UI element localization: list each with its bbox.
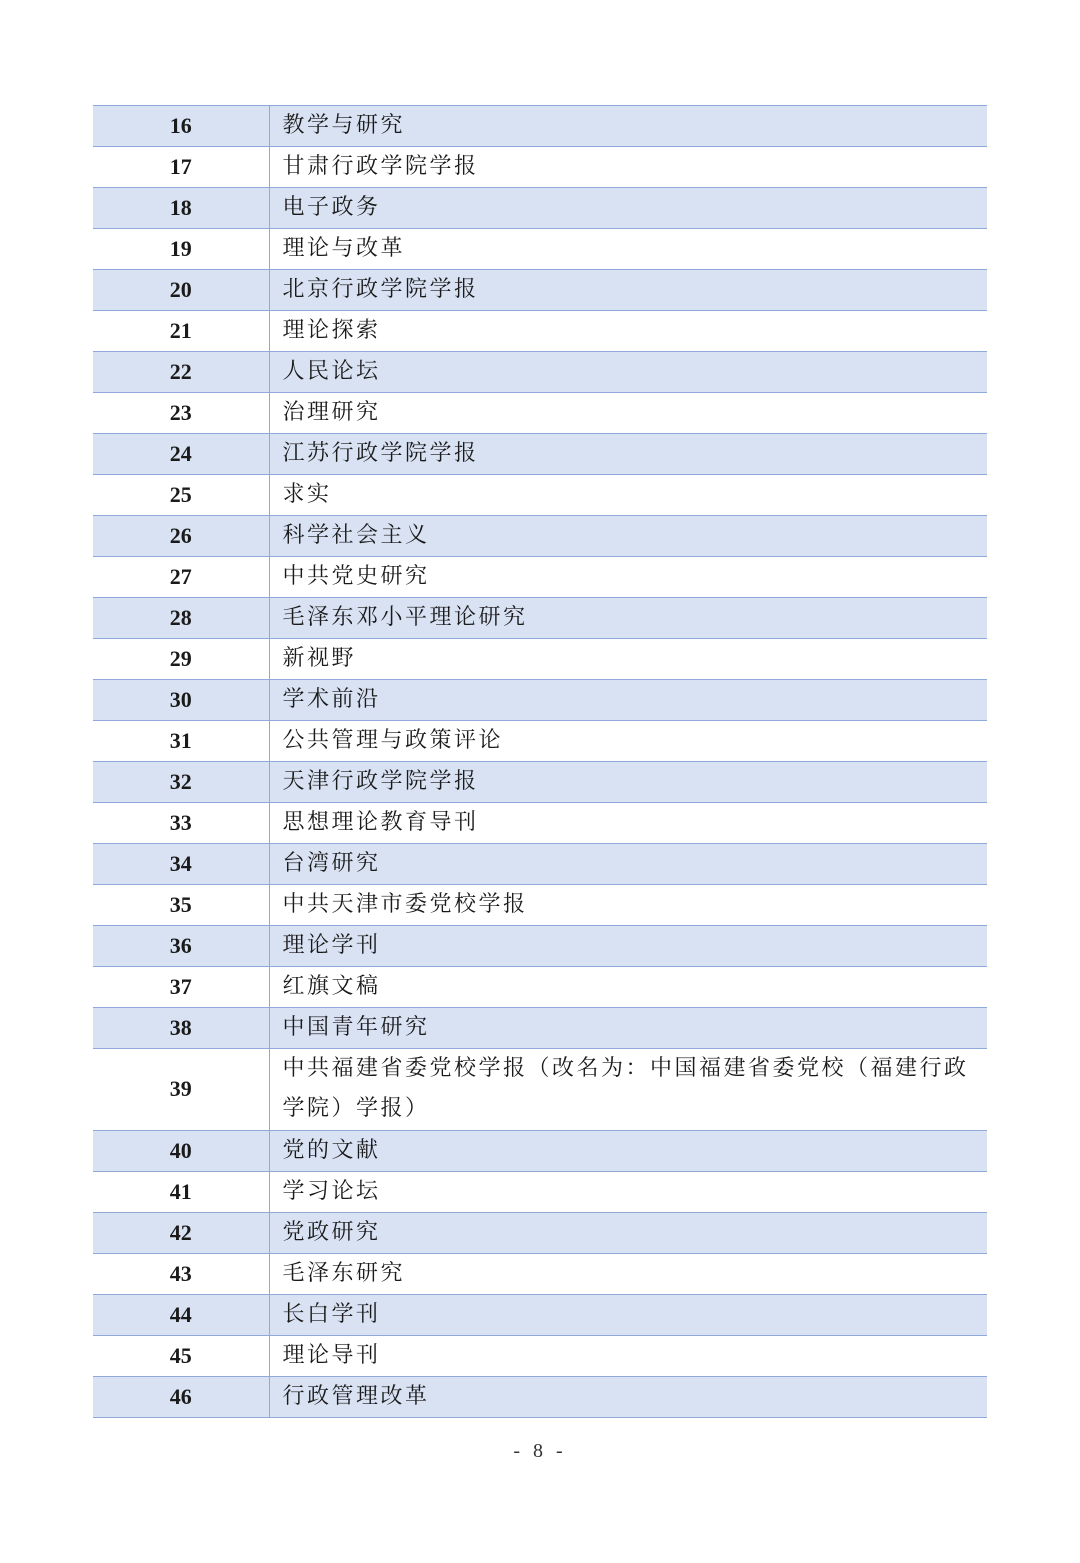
table-row bbox=[93, 352, 987, 393]
journal-name: 中国青年研究 bbox=[269, 1008, 987, 1049]
row-number: 18 bbox=[93, 188, 269, 229]
row-number: 44 bbox=[93, 1294, 269, 1335]
journal-name: 电子政务 bbox=[269, 188, 987, 229]
table-row bbox=[93, 1008, 987, 1049]
journal-name: 新视野 bbox=[269, 639, 987, 680]
journal-name: 学习论坛 bbox=[269, 1171, 987, 1212]
table-row bbox=[93, 967, 987, 1008]
row-number: 32 bbox=[93, 762, 269, 803]
journal-list-body bbox=[93, 106, 987, 1418]
journal-name: 中共党史研究 bbox=[269, 557, 987, 598]
row-number: 17 bbox=[93, 147, 269, 188]
journal-name: 理论与改革 bbox=[269, 229, 987, 270]
table-row bbox=[93, 1294, 987, 1335]
table-row bbox=[93, 1171, 987, 1212]
table-row bbox=[93, 1049, 987, 1131]
journal-name: 思想理论教育导刊 bbox=[269, 803, 987, 844]
table-row bbox=[93, 434, 987, 475]
table-row bbox=[93, 844, 987, 885]
journal-name: 学术前沿 bbox=[269, 680, 987, 721]
table-row bbox=[93, 803, 987, 844]
row-number: 16 bbox=[93, 106, 269, 147]
journal-name: 天津行政学院学报 bbox=[269, 762, 987, 803]
table-row bbox=[93, 1253, 987, 1294]
journal-name: 党的文献 bbox=[269, 1130, 987, 1171]
table-row bbox=[93, 516, 987, 557]
row-number: 38 bbox=[93, 1008, 269, 1049]
journal-name: 党政研究 bbox=[269, 1212, 987, 1253]
row-number: 30 bbox=[93, 680, 269, 721]
table-row bbox=[93, 270, 987, 311]
journal-name: 长白学刊 bbox=[269, 1294, 987, 1335]
row-number: 39 bbox=[93, 1049, 269, 1131]
row-number: 34 bbox=[93, 844, 269, 885]
journal-name: 毛泽东研究 bbox=[269, 1253, 987, 1294]
journal-list-table bbox=[93, 105, 987, 1418]
row-number: 33 bbox=[93, 803, 269, 844]
row-number: 42 bbox=[93, 1212, 269, 1253]
journal-name: 中共福建省委党校学报（改名为：中国福建省委党校（福建行政学院）学报） bbox=[269, 1049, 987, 1131]
table-row bbox=[93, 762, 987, 803]
row-number: 23 bbox=[93, 393, 269, 434]
journal-name: 理论学刊 bbox=[269, 926, 987, 967]
table-row bbox=[93, 229, 987, 270]
journal-name: 甘肃行政学院学报 bbox=[269, 147, 987, 188]
row-number: 40 bbox=[93, 1130, 269, 1171]
table-row bbox=[93, 311, 987, 352]
journal-name: 治理研究 bbox=[269, 393, 987, 434]
table-row bbox=[93, 639, 987, 680]
journal-name: 教学与研究 bbox=[269, 106, 987, 147]
row-number: 24 bbox=[93, 434, 269, 475]
table-row bbox=[93, 680, 987, 721]
row-number: 43 bbox=[93, 1253, 269, 1294]
journal-name: 台湾研究 bbox=[269, 844, 987, 885]
row-number: 19 bbox=[93, 229, 269, 270]
table-row bbox=[93, 926, 987, 967]
journal-name: 中共天津市委党校学报 bbox=[269, 885, 987, 926]
table-row bbox=[93, 393, 987, 434]
journal-name: 科学社会主义 bbox=[269, 516, 987, 557]
journal-name: 公共管理与政策评论 bbox=[269, 721, 987, 762]
row-number: 22 bbox=[93, 352, 269, 393]
table-row bbox=[93, 106, 987, 147]
table-row bbox=[93, 475, 987, 516]
page-number: - 8 - bbox=[513, 1440, 567, 1462]
row-number: 36 bbox=[93, 926, 269, 967]
row-number: 46 bbox=[93, 1376, 269, 1417]
journal-name: 江苏行政学院学报 bbox=[269, 434, 987, 475]
row-number: 41 bbox=[93, 1171, 269, 1212]
table-row bbox=[93, 721, 987, 762]
journal-name: 毛泽东邓小平理论研究 bbox=[269, 598, 987, 639]
row-number: 21 bbox=[93, 311, 269, 352]
journal-name: 红旗文稿 bbox=[269, 967, 987, 1008]
table-row bbox=[93, 188, 987, 229]
table-row bbox=[93, 147, 987, 188]
row-number: 28 bbox=[93, 598, 269, 639]
table-row bbox=[93, 1376, 987, 1417]
journal-name: 理论探索 bbox=[269, 311, 987, 352]
row-number: 29 bbox=[93, 639, 269, 680]
journal-name: 理论导刊 bbox=[269, 1335, 987, 1376]
table-row bbox=[93, 1212, 987, 1253]
row-number: 35 bbox=[93, 885, 269, 926]
table-row bbox=[93, 598, 987, 639]
row-number: 45 bbox=[93, 1335, 269, 1376]
table-row bbox=[93, 557, 987, 598]
journal-name: 人民论坛 bbox=[269, 352, 987, 393]
journal-name: 行政管理改革 bbox=[269, 1376, 987, 1417]
row-number: 37 bbox=[93, 967, 269, 1008]
journal-name: 求实 bbox=[269, 475, 987, 516]
row-number: 25 bbox=[93, 475, 269, 516]
row-number: 26 bbox=[93, 516, 269, 557]
row-number: 31 bbox=[93, 721, 269, 762]
table-row bbox=[93, 885, 987, 926]
row-number: 27 bbox=[93, 557, 269, 598]
table-row bbox=[93, 1130, 987, 1171]
row-number: 20 bbox=[93, 270, 269, 311]
journal-name: 北京行政学院学报 bbox=[269, 270, 987, 311]
table-row bbox=[93, 1335, 987, 1376]
